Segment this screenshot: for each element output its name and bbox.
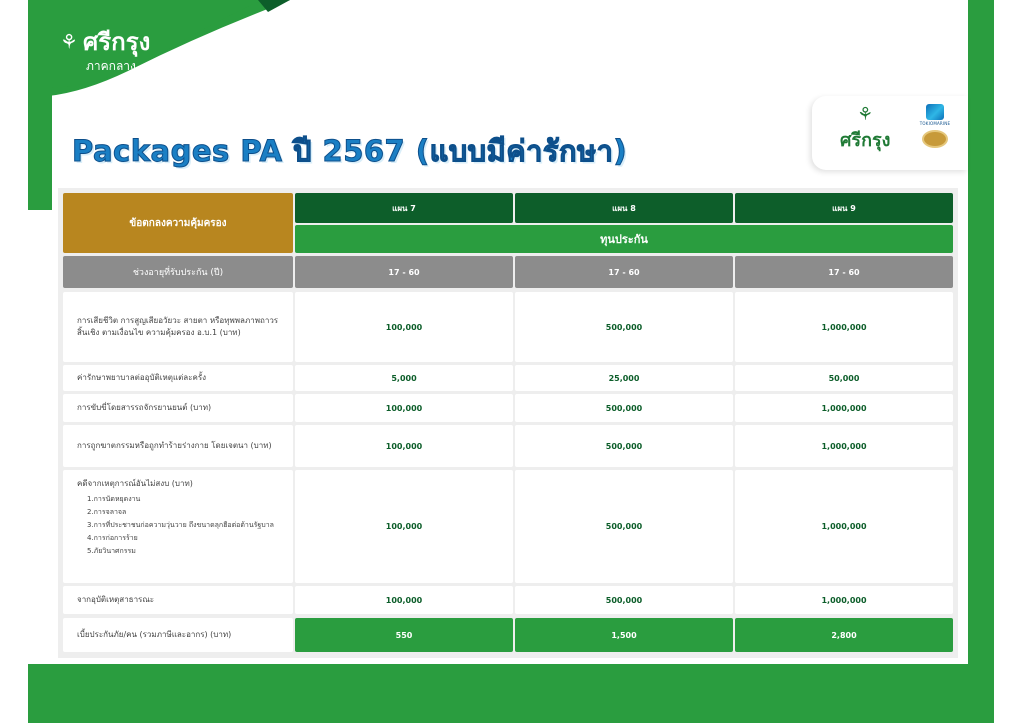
plan-header-8: แผน 8 (515, 193, 733, 223)
brand-region: ภาคกลาง (86, 59, 136, 73)
table-cell: 100,000 (295, 470, 513, 583)
premium-label: เบี้ยประกันภัย/คน (รวมภาษีและอากร) (บาท) (63, 618, 293, 652)
bottom-green-band (28, 664, 994, 723)
table-cell: 500,000 (515, 394, 733, 422)
srikrung-logo-text: ศรีกรุง (840, 130, 891, 151)
partner-logo-box (812, 96, 968, 170)
coverage-header-label: ข้อตกลงความคุ้มครอง (63, 193, 293, 253)
list-item: 5.ภัยวินาศกรรม (87, 547, 136, 556)
table-cell: 1,000,000 (735, 292, 953, 362)
tokio-marine-icon (926, 104, 944, 120)
premium-value: 1,500 (515, 618, 733, 652)
table-cell: 25,000 (515, 365, 733, 391)
table-cell: 100,000 (295, 586, 513, 614)
brand-logo (60, 22, 150, 76)
list-item: 4.การก่อการร้าย (87, 534, 138, 543)
coverage-amount-header: ทุนประกัน (295, 225, 953, 253)
civil-unrest-list (77, 478, 274, 559)
row-label-public-accident: จากอุบัติเหตุสาธารณะ (63, 586, 293, 614)
row-label-death-disability: การเสียชีวิต การสูญเสียอวัยวะ สายตา หรือทุพพลภาพถาวรสิ้นเชิง ตามเงื่อนไข ความคุ้มครอง อ.บ.1 (บาท) (63, 292, 293, 362)
table-cell: 100,000 (295, 425, 513, 467)
table-cell: 5,000 (295, 365, 513, 391)
seal-icon (922, 130, 948, 148)
table-cell: 1,000,000 (735, 394, 953, 422)
table-cell: 500,000 (515, 586, 733, 614)
row-label-medical-expense: ค่ารักษาพยาบาลต่ออุบัติเหตุแต่ละครั้ง (63, 365, 293, 391)
age-range-value: 17 - 60 (515, 256, 733, 288)
leaf-icon: ⚘ (60, 29, 78, 54)
age-range-label: ช่วงอายุที่รับประกัน (ปี) (63, 256, 293, 288)
plan-header-9: แผน 9 (735, 193, 953, 223)
list-item: 2.การจลาจล (87, 507, 127, 516)
table-cell: 1,000,000 (735, 425, 953, 467)
table-cell: 500,000 (515, 292, 733, 362)
list-item: 3.การที่ประชาชนก่อความวุ่นวาย ถึงขนาดลุกฮือต่อต้านรัฐบาล (87, 520, 274, 529)
table-cell: 50,000 (735, 365, 953, 391)
row-label-civil-unrest (63, 470, 293, 583)
srikrung-logo (840, 104, 890, 154)
table-cell: 1,000,000 (735, 470, 953, 583)
table-cell: 1,000,000 (735, 586, 953, 614)
table-cell: 100,000 (295, 394, 513, 422)
table-cell: 500,000 (515, 425, 733, 467)
coverage-table (58, 188, 958, 658)
row-label-motorcycle: การขับขี่โดยสารรถจักรยานยนต์ (บาท) (63, 394, 293, 422)
page-title: Packages PA ปี 2567 (แบบมีค่ารักษา) (72, 134, 628, 168)
row-label-murder-assault: การถูกฆาตกรรมหรือถูกทำร้ายร่างกาย โดยเจตนา (บาท) (63, 425, 293, 467)
premium-value: 2,800 (735, 618, 953, 652)
list-item: 1.การนัดหยุดงาน (87, 494, 141, 503)
age-range-value: 17 - 60 (735, 256, 953, 288)
right-green-border (968, 0, 994, 723)
brand-name: ศรีกรุง (83, 28, 151, 56)
leaf-icon: ⚘ (857, 104, 874, 125)
plan-header-7: แผน 7 (295, 193, 513, 223)
tokio-marine-text: TOKIOMARINE (919, 121, 951, 126)
header-corner-banner (0, 0, 320, 110)
premium-value: 550 (295, 618, 513, 652)
civil-unrest-heading: คดีจากเหตุการณ์อันไม่สงบ (บาท) (77, 479, 193, 488)
table-cell: 500,000 (515, 470, 733, 583)
age-range-value: 17 - 60 (295, 256, 513, 288)
tokio-marine-logo (918, 104, 952, 148)
table-cell: 100,000 (295, 292, 513, 362)
